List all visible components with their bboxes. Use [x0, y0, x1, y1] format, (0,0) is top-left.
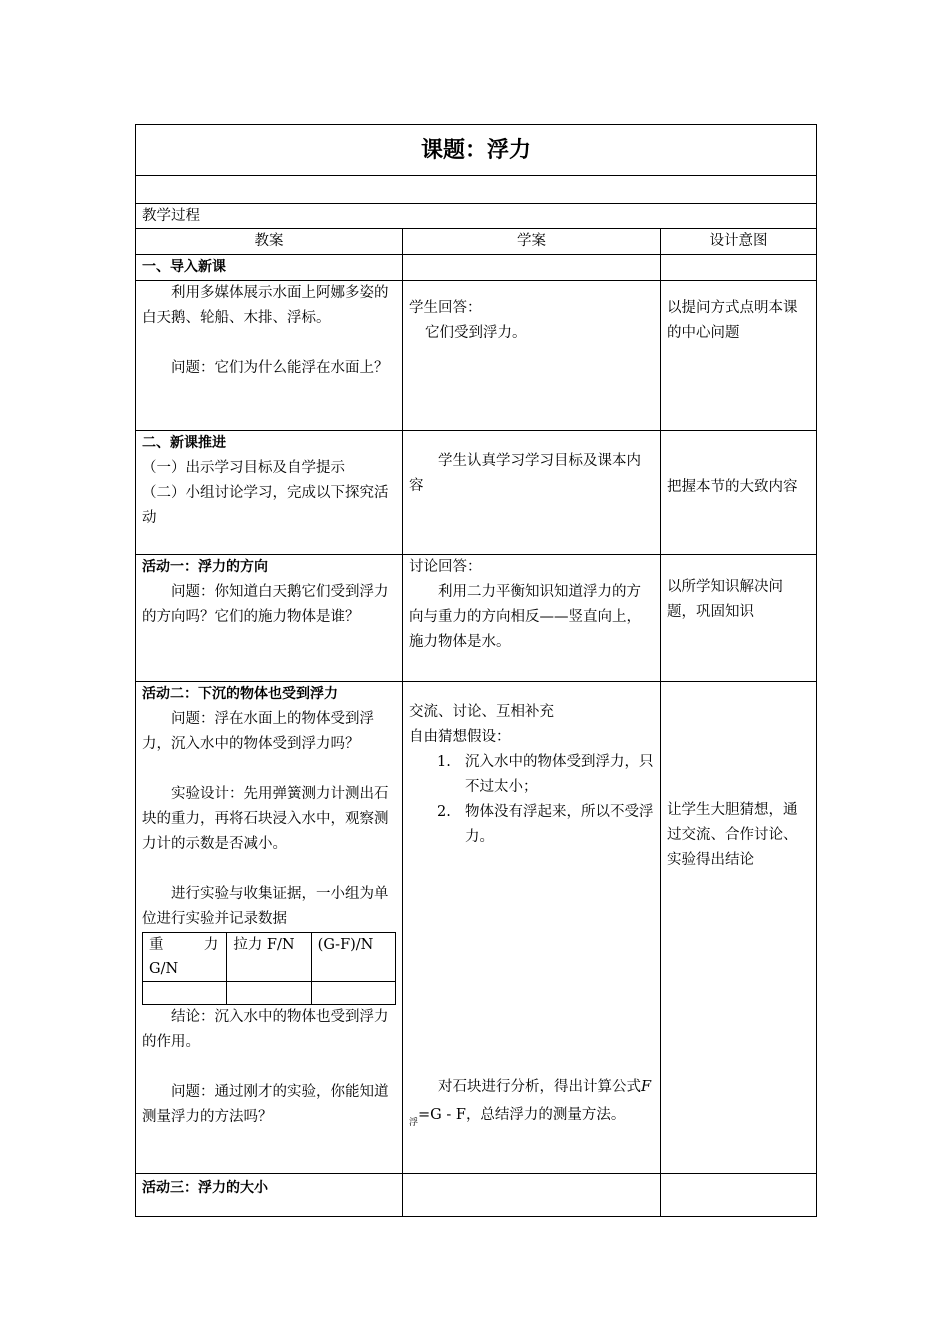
empty-cell: [403, 255, 661, 281]
guess-number-1: 1.: [437, 754, 451, 770]
section2-plan-l1: （一）出示学习目标及自学提示: [142, 460, 345, 476]
guess-number-2: 2.: [437, 804, 451, 820]
activity1-heading: 活动一：浮力的方向: [142, 559, 268, 575]
section2-plan: [136, 431, 403, 555]
header-plan: 教案: [136, 229, 403, 255]
analysis-text-a: 对石块进行分析，得出计算公式: [438, 1079, 641, 1095]
formula-rest: =G - F: [418, 1107, 466, 1123]
section2-heading: 二、新课推进: [142, 435, 226, 451]
section1-heading: 一、导入新课: [136, 255, 403, 281]
activity2-plan-p2: 实验设计：先用弹簧测力计测出石块的重力，再将石块浸入水中，观察测力计的示数是否减小。: [142, 786, 389, 852]
lesson-plan-table: [135, 124, 817, 1217]
formula-subscript: 浮: [409, 1118, 419, 1128]
formula-f: F: [641, 1079, 652, 1095]
activity2-intent: 让学生大胆猜想，通过交流、合作讨论、实验得出结论: [661, 682, 817, 1174]
analysis-text-b: ，总结浮力的测量方法。: [465, 1107, 626, 1123]
activity2-plan-p5: 问题：通过刚才的实验，你能知道测量浮力的方法吗？: [142, 1084, 389, 1125]
table-cell: [143, 982, 227, 1005]
activity2-study-l1: 交流、讨论、互相补充: [409, 704, 554, 720]
section1-study-l1: 学生回答：: [409, 300, 482, 316]
activity2-plan-p1: 问题：浮在水面上的物体受到浮力，沉入水中的物体受到浮力吗？: [142, 711, 374, 752]
table-header-gravity-a: 重: [149, 937, 164, 953]
section2-study-text: 学生认真学习学习目标及课本内容: [409, 453, 641, 494]
section1-plan: [136, 281, 403, 431]
activity2-plan-p3: 进行实验与收集证据，一小组为单位进行实验并记录数据: [142, 886, 389, 927]
section1-plan-p2: 问题：它们为什么能浮在水面上？: [171, 360, 389, 376]
process-label: 教学过程: [136, 204, 817, 229]
guess-text-1: 沉入水中的物体受到浮力，只不过太小；: [465, 754, 654, 795]
guess-text-2: 物体没有浮起来，所以不受浮力。: [465, 804, 654, 845]
activity3-heading: 活动三：浮力的大小: [136, 1174, 403, 1217]
section2-plan-l2: （二）小组讨论学习，完成以下探究活动: [142, 485, 389, 526]
empty-row: [136, 176, 817, 204]
table-cell: [311, 982, 395, 1005]
section1-intent: 以提问方式点明本课的中心问题: [661, 281, 817, 431]
activity1-study: [403, 555, 661, 682]
activity2-plan-p4: 结论：沉入水中的物体也受到浮力的作用。: [142, 1009, 389, 1050]
activity1-plan: [136, 555, 403, 682]
table-header-gravity-b: 力: [203, 937, 219, 953]
section1-study: [403, 281, 661, 431]
header-study: 学案: [403, 229, 661, 255]
header-intent: 设计意图: [661, 229, 817, 255]
guess-item-1: [409, 750, 654, 800]
table-header-diff: (G-F)/N: [311, 933, 395, 982]
section1-study-l2: 它们受到浮力。: [425, 325, 527, 341]
activity2-plan: [136, 682, 403, 1174]
activity1-plan-text: 问题：你知道白天鹅它们受到浮力的方向吗？它们的施力物体是谁？: [142, 584, 389, 625]
activity2-analysis: [409, 1073, 654, 1137]
activity2-study: [403, 682, 661, 1174]
table-header-gravity-unit: G/N: [149, 961, 179, 977]
guess-item-2: [409, 800, 654, 850]
lesson-title: 课题：浮力: [136, 125, 817, 176]
empty-cell: [661, 255, 817, 281]
activity1-study-l1: 讨论回答：: [409, 559, 482, 575]
empty-cell: [403, 1174, 661, 1217]
section2-study: [403, 431, 661, 555]
table-header-pull: 拉力 F/N: [227, 933, 311, 982]
table-header-gravity: [143, 933, 227, 982]
activity1-intent: 以所学知识解决问题，巩固知识: [661, 555, 817, 682]
empty-cell: [661, 1174, 817, 1217]
data-record-table: [142, 932, 396, 1005]
activity1-study-l2: 利用二力平衡知识知道浮力的方向与重力的方向相反——竖直向上，施力物体是水。: [409, 584, 641, 650]
activity2-study-l2: 自由猜想假设：: [409, 729, 511, 745]
table-cell: [227, 982, 311, 1005]
activity2-heading: 活动二：下沉的物体也受到浮力: [142, 686, 338, 702]
section2-intent: 把握本节的大致内容: [661, 431, 817, 555]
section1-plan-p1: 利用多媒体展示水面上阿娜多姿的白天鹅、轮船、木排、浮标。: [142, 285, 389, 326]
